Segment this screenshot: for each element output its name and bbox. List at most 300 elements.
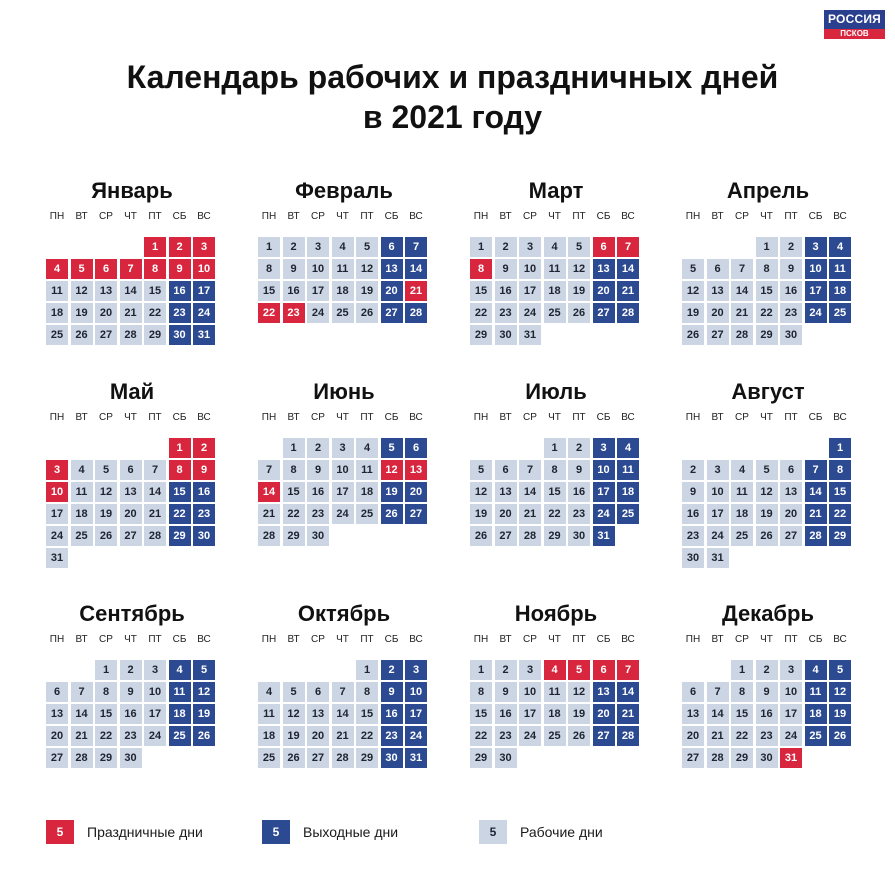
work-day: 26 [356,303,378,323]
work-day: 18 [332,281,354,301]
weekend-day: 6 [405,438,427,458]
work-day: 22 [544,504,566,524]
work-day: 7 [731,259,753,279]
work-day: 22 [283,504,305,524]
work-day: 27 [307,748,329,768]
weekday-label: ПТ [360,211,374,222]
work-day: 28 [332,748,354,768]
work-day: 21 [707,726,729,746]
weekday-label: СР [99,211,113,222]
work-day: 24 [46,526,68,546]
work-day: 17 [307,281,329,301]
weekend-day: 7 [805,460,827,480]
holiday-day: 2 [169,237,191,257]
work-day: 25 [356,504,378,524]
weekend-day: 23 [193,504,215,524]
weekday-label: ВТ [711,412,724,423]
work-day: 16 [495,281,517,301]
weekend-day: 14 [405,259,427,279]
work-day: 24 [707,526,729,546]
work-day: 28 [120,325,142,345]
work-day: 17 [707,504,729,524]
weekend-day: 29 [169,526,191,546]
work-day: 16 [568,482,590,502]
work-day: 12 [71,281,93,301]
weekend-day: 14 [617,682,639,702]
work-day: 19 [356,281,378,301]
page-subtitle: в 2021 году [362,99,543,135]
weekday-label: ЧТ [760,211,773,222]
holiday-day: 3 [46,460,68,480]
holiday-day: 23 [283,303,305,323]
work-day: 14 [71,704,93,724]
weekend-day: 30 [381,748,403,768]
work-day: 22 [731,726,753,746]
weekend-day: 6 [381,237,403,257]
weekend-day: 5 [829,660,851,680]
weekday-label: СБ [384,211,399,222]
weekend-day: 18 [829,281,851,301]
weekend-day: 30 [193,526,215,546]
month-name: Апрель [726,178,810,203]
weekend-day: 11 [805,682,827,702]
weekend-day: 4 [169,660,191,680]
holiday-day: 7 [120,259,142,279]
work-day: 16 [682,504,704,524]
weekend-day: 16 [169,281,191,301]
month-name: Июнь [313,379,375,404]
weekend-day: 10 [805,259,827,279]
weekend-day: 13 [593,682,615,702]
work-day: 6 [46,682,68,702]
weekday-label: ЧТ [336,634,349,645]
work-day: 4 [731,460,753,480]
weekday-label: СБ [808,634,823,645]
work-day: 1 [95,660,117,680]
legend-label: Рабочие дни [520,824,603,840]
weekend-day: 10 [593,460,615,480]
legend-swatch: 5 [479,820,507,844]
holiday-day: 10 [193,259,215,279]
work-day: 22 [356,726,378,746]
weekend-day: 11 [829,259,851,279]
weekend-day: 17 [405,704,427,724]
holiday-day: 5 [568,660,590,680]
holiday-day: 21 [405,281,427,301]
work-day: 4 [356,438,378,458]
work-day: 20 [707,303,729,323]
work-day: 30 [780,325,802,345]
work-day: 10 [144,682,166,702]
month-name: Ноябрь [514,601,598,626]
work-day: 26 [568,726,590,746]
weekend-day: 24 [593,504,615,524]
holiday-day: 5 [71,259,93,279]
weekday-label: СБ [596,634,611,645]
weekend-day: 4 [829,237,851,257]
weekday-label: ВС [833,211,847,222]
work-day: 24 [144,726,166,746]
work-day: 10 [332,460,354,480]
weekend-day: 25 [617,504,639,524]
work-day: 4 [258,682,280,702]
weekend-day: 20 [593,704,615,724]
logo-bottom-text: ПСКОВ [824,29,885,39]
work-day: 20 [682,726,704,746]
work-day: 2 [780,237,802,257]
weekday-label: ПН [261,412,277,423]
work-day: 29 [283,526,305,546]
work-day: 2 [120,660,142,680]
work-day: 10 [519,682,541,702]
work-day: 8 [356,682,378,702]
month-name: Май [109,379,155,404]
work-day: 30 [495,748,517,768]
work-day: 24 [780,726,802,746]
work-day: 12 [470,482,492,502]
work-day: 4 [71,460,93,480]
work-day: 11 [332,259,354,279]
work-day: 6 [495,460,517,480]
weekend-day: 16 [193,482,215,502]
weekday-label: ВС [833,412,847,423]
work-day: 14 [120,281,142,301]
work-day: 6 [120,460,142,480]
work-day: 2 [495,660,517,680]
work-day: 11 [731,482,753,502]
weekend-day: 1 [829,438,851,458]
work-day: 7 [71,682,93,702]
work-day: 30 [495,325,517,345]
work-day: 23 [780,303,802,323]
work-day: 13 [707,281,729,301]
weekend-day: 20 [593,281,615,301]
weekday-label: ПН [685,412,701,423]
work-day: 31 [46,548,68,568]
weekend-day: 30 [169,325,191,345]
weekday-label: ПТ [360,634,374,645]
work-day: 27 [495,526,517,546]
work-day: 25 [258,748,280,768]
legend-label: Праздничные дни [87,824,203,840]
work-day: 12 [682,281,704,301]
weekday-label: СБ [384,412,399,423]
weekday-label: СР [311,412,325,423]
weekend-day: 11 [617,460,639,480]
work-day: 22 [756,303,778,323]
weekday-label: ПТ [784,211,798,222]
weekend-day: 27 [381,303,403,323]
weekend-day: 14 [617,259,639,279]
work-day: 23 [682,526,704,546]
work-day: 23 [120,726,142,746]
weekend-day: 16 [381,704,403,724]
work-day: 22 [95,726,117,746]
work-day: 19 [568,704,590,724]
weekday-label: ЧТ [336,211,349,222]
work-day: 10 [519,259,541,279]
work-day: 28 [258,526,280,546]
weekend-day: 2 [381,660,403,680]
weekday-label: ПТ [572,412,586,423]
weekend-day: 28 [617,303,639,323]
weekend-day: 24 [193,303,215,323]
weekday-label: ПН [473,211,489,222]
work-day: 21 [332,726,354,746]
work-day: 20 [46,726,68,746]
work-day: 29 [731,748,753,768]
work-day: 17 [144,704,166,724]
work-day: 1 [470,237,492,257]
weekday-label: ПТ [572,211,586,222]
work-day: 29 [470,748,492,768]
weekend-day: 25 [805,726,827,746]
work-day: 10 [307,259,329,279]
logo-top-text: РОССИЯ [824,10,885,29]
weekend-day: 5 [193,660,215,680]
weekday-label: СБ [172,211,187,222]
weekend-day: 20 [405,482,427,502]
weekend-day: 21 [617,281,639,301]
work-day: 9 [283,259,305,279]
holiday-day: 7 [617,237,639,257]
work-day: 30 [682,548,704,568]
holiday-day: 2 [193,438,215,458]
weekday-label: ПН [473,412,489,423]
work-day: 26 [682,325,704,345]
work-day: 15 [731,704,753,724]
weekend-day: 4 [805,660,827,680]
work-day: 26 [756,526,778,546]
weekday-label: ПТ [572,634,586,645]
weekday-label: ЧТ [548,211,561,222]
work-day: 24 [519,726,541,746]
weekday-label: СР [523,211,537,222]
weekend-day: 31 [593,526,615,546]
weekend-day: 15 [829,482,851,502]
weekend-day: 31 [405,748,427,768]
work-day: 15 [283,482,305,502]
work-day: 29 [756,325,778,345]
month-name: Июль [525,379,587,404]
legend-label: Выходные дни [303,824,399,840]
weekend-day: 7 [405,237,427,257]
work-day: 28 [519,526,541,546]
work-day: 18 [258,726,280,746]
work-day: 5 [756,460,778,480]
work-day: 13 [46,704,68,724]
work-day: 26 [71,325,93,345]
work-day: 8 [731,682,753,702]
work-day: 31 [519,325,541,345]
work-day: 24 [519,303,541,323]
holiday-day: 31 [780,748,802,768]
weekend-day: 28 [617,726,639,746]
work-day: 17 [332,482,354,502]
work-day: 29 [95,748,117,768]
weekday-label: СБ [808,211,823,222]
weekend-day: 28 [805,526,827,546]
work-day: 29 [544,526,566,546]
weekend-day: 23 [381,726,403,746]
work-day: 5 [682,259,704,279]
work-day: 14 [144,482,166,502]
work-day: 11 [46,281,68,301]
weekday-label: ПТ [148,634,162,645]
weekend-day: 13 [593,259,615,279]
weekend-day: 18 [805,704,827,724]
work-day: 28 [707,748,729,768]
work-day: 6 [780,460,802,480]
work-day: 29 [470,325,492,345]
work-day: 21 [731,303,753,323]
work-day: 5 [568,237,590,257]
work-day: 4 [332,237,354,257]
work-day: 13 [780,482,802,502]
weekday-label: ПТ [784,412,798,423]
work-day: 12 [95,482,117,502]
work-day: 2 [495,237,517,257]
weekday-label: ЧТ [760,634,773,645]
legend-swatch: 5 [262,820,290,844]
work-day: 16 [307,482,329,502]
work-day: 26 [283,748,305,768]
work-day: 15 [544,482,566,502]
weekday-label: ПТ [148,211,162,222]
work-day: 15 [95,704,117,724]
weekend-day: 21 [617,704,639,724]
work-day: 3 [707,460,729,480]
weekday-label: СБ [808,412,823,423]
work-day: 1 [258,237,280,257]
weekday-label: ВС [197,211,211,222]
work-day: 23 [495,303,517,323]
work-day: 6 [707,259,729,279]
work-day: 6 [307,682,329,702]
weekend-day: 27 [593,726,615,746]
weekend-day: 21 [805,504,827,524]
work-day: 12 [356,259,378,279]
weekday-label: ПН [49,412,65,423]
work-day: 20 [307,726,329,746]
weekday-label: ЧТ [124,412,137,423]
work-day: 13 [307,704,329,724]
weekend-day: 18 [169,704,191,724]
work-day: 20 [780,504,802,524]
weekday-label: ВС [621,634,635,645]
work-day: 13 [95,281,117,301]
weekday-label: ВТ [711,634,724,645]
weekday-label: ПН [685,634,701,645]
work-day: 9 [120,682,142,702]
weekend-day: 31 [193,325,215,345]
work-day: 23 [307,504,329,524]
holiday-day: 1 [144,237,166,257]
work-day: 15 [470,704,492,724]
work-day: 17 [780,704,802,724]
weekday-label: ВТ [75,412,88,423]
work-day: 27 [780,526,802,546]
work-day: 28 [731,325,753,345]
work-day: 15 [144,281,166,301]
weekday-label: ПН [685,211,701,222]
weekend-day: 3 [405,660,427,680]
holiday-day: 22 [258,303,280,323]
weekday-label: ВС [197,634,211,645]
work-day: 20 [95,303,117,323]
work-day: 22 [144,303,166,323]
weekday-label: ВС [409,634,423,645]
holiday-day: 14 [258,482,280,502]
holiday-day: 12 [381,460,403,480]
work-day: 30 [120,748,142,768]
holiday-day: 8 [144,259,166,279]
work-day: 19 [470,504,492,524]
work-day: 21 [120,303,142,323]
holiday-day: 13 [405,460,427,480]
work-day: 3 [144,660,166,680]
weekend-day: 26 [381,504,403,524]
weekend-day: 9 [381,682,403,702]
work-day: 25 [332,303,354,323]
holiday-day: 4 [46,259,68,279]
work-day: 9 [756,682,778,702]
work-day: 17 [519,281,541,301]
work-day: 13 [120,482,142,502]
work-day: 20 [120,504,142,524]
weekday-label: ВТ [287,412,300,423]
weekday-label: СР [99,412,113,423]
holiday-day: 9 [169,259,191,279]
weekday-label: ЧТ [336,412,349,423]
weekday-label: ПН [49,211,65,222]
work-day: 2 [682,460,704,480]
weekday-label: СБ [172,634,187,645]
weekend-day: 13 [381,259,403,279]
weekend-day: 8 [829,460,851,480]
work-day: 7 [332,682,354,702]
work-day: 30 [307,526,329,546]
weekday-label: ВТ [75,211,88,222]
work-day: 7 [707,682,729,702]
work-day: 28 [144,526,166,546]
work-day: 14 [332,704,354,724]
weekday-label: ВС [409,412,423,423]
weekend-day: 14 [805,482,827,502]
weekday-label: СР [523,634,537,645]
weekend-day: 25 [829,303,851,323]
work-day: 24 [307,303,329,323]
work-day: 31 [707,548,729,568]
weekend-day: 5 [381,438,403,458]
weekday-label: ЧТ [548,412,561,423]
work-day: 18 [356,482,378,502]
work-day: 4 [544,237,566,257]
work-day: 3 [780,660,802,680]
work-day: 30 [756,748,778,768]
weekend-day: 12 [829,682,851,702]
work-day: 21 [71,726,93,746]
weekend-day: 17 [193,281,215,301]
work-day: 14 [519,482,541,502]
weekday-label: ПН [261,211,277,222]
work-day: 18 [71,504,93,524]
weekend-day: 17 [593,482,615,502]
weekend-day: 20 [381,281,403,301]
work-day: 8 [258,259,280,279]
holiday-day: 1 [169,438,191,458]
weekend-day: 18 [617,482,639,502]
